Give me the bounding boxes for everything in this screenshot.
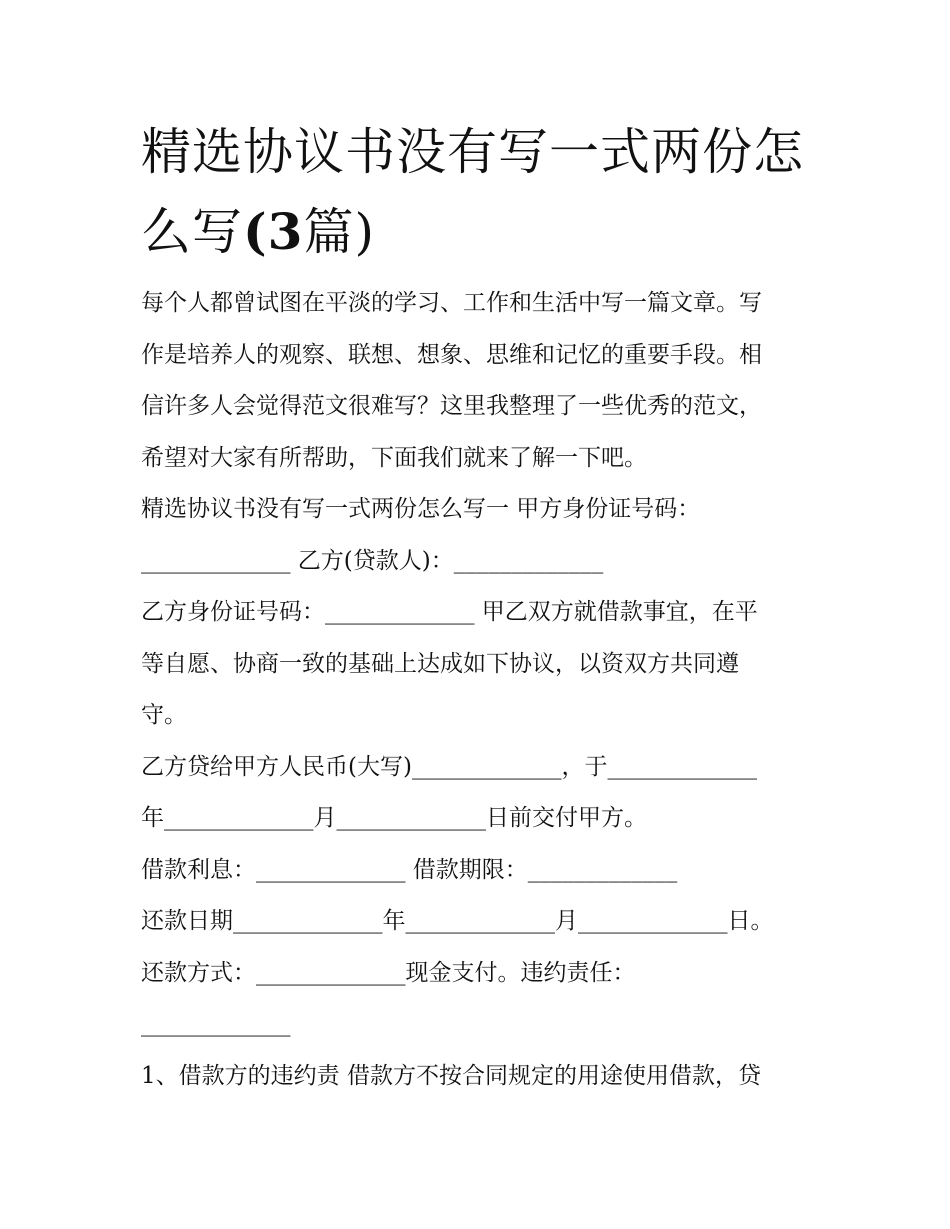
body-line: _____________ 乙方(贷款人)：_____________	[141, 547, 604, 574]
body-line: 守。	[141, 702, 187, 728]
document-title	[141, 112, 821, 272]
body-line: 精选协议书没有写一式两份怎么写一 甲方身份证号码：	[141, 496, 701, 522]
body-line: _____________	[141, 1011, 291, 1037]
body-line: 等自愿、协商一致的基础上达成如下协议，以资双方共同遵	[141, 650, 739, 677]
body-line: 希望对大家有所帮助，下面我们就来了解一下吧。	[141, 444, 647, 471]
body-line: 借款利息：_____________ 借款期限：_____________	[141, 856, 678, 883]
title-line-2-prefix: 么写	[141, 203, 243, 261]
body-line: 作是培养人的观察、联想、想象、思维和记忆的重要手段。相	[141, 341, 762, 368]
title-line-1: 精选协议书没有写一式两份怎	[141, 123, 804, 181]
body-line: 还款方式：_____________现金支付。违约责任：	[141, 959, 636, 986]
body-line: 每个人都曾试图在平淡的学习、工作和生活中写一篇文章。写	[141, 290, 762, 316]
body-line: 乙方身份证号码：_____________ 甲乙双方就借款事宜，在平	[141, 599, 758, 625]
body-line: 乙方贷给甲方人民币(大写)_____________，于_____________	[141, 753, 757, 780]
body-line: 年_____________月_____________日前交付甲方。	[141, 805, 647, 831]
body-line: 还款日期_____________年_____________月_____________日。	[141, 908, 774, 934]
document-body	[141, 278, 821, 1102]
title-line-2	[141, 192, 821, 272]
title-count-number: (3	[243, 202, 304, 261]
body-line: 1、借款方的违约责 借款方不按合同规定的用途使用借款，贷	[141, 1062, 761, 1089]
body-line: 信许多人会觉得范文很难写？这里我整理了一些优秀的范文，	[141, 393, 762, 419]
title-line-2-suffix: 篇)	[303, 203, 375, 261]
